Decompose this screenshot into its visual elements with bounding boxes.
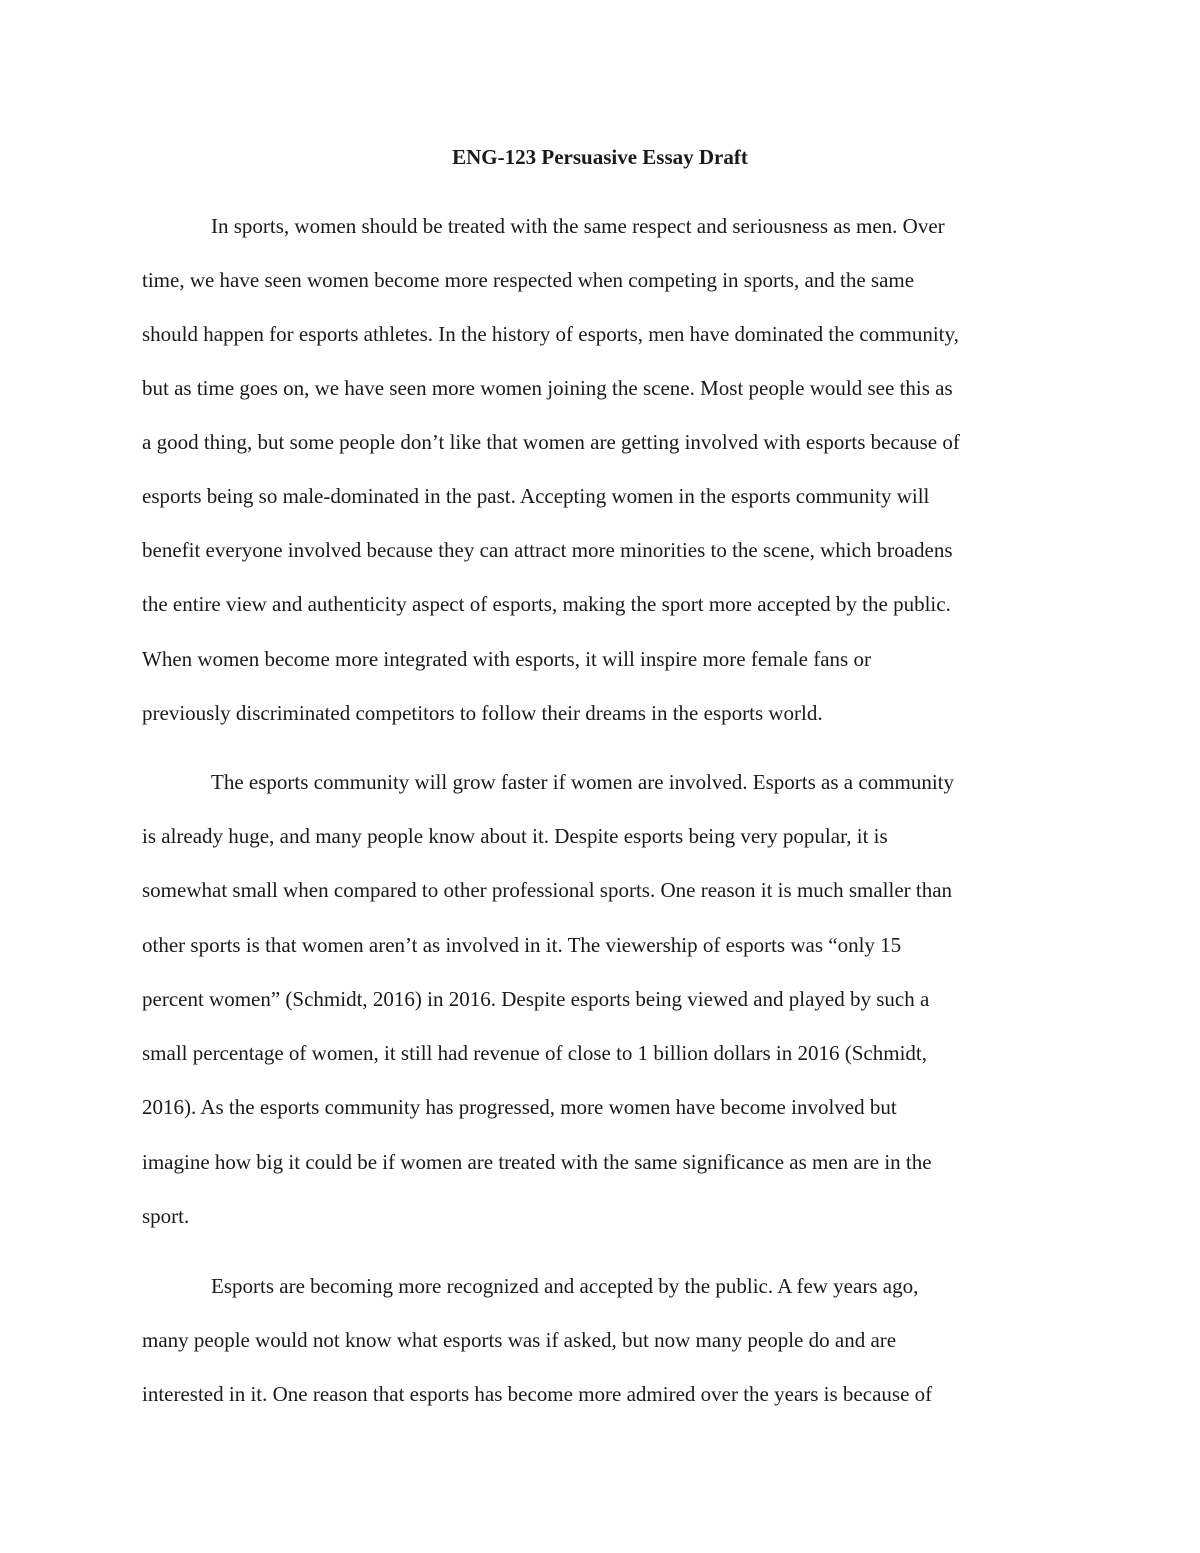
text-line: 2016). As the esports community has progressed, more women have become involved but [142, 1095, 897, 1119]
text-line: benefit everyone involved because they can attract more minorities to the scene, which broadens [142, 538, 953, 562]
text-line: Esports are becoming more recognized and accepted by the public. A few years ago, [211, 1274, 919, 1298]
text-line: should happen for esports athletes. In the history of esports, men have dominated the community, [142, 322, 959, 346]
text-line: esports being so male-dominated in the past. Accepting women in the esports community will [142, 484, 930, 508]
text-line: somewhat small when compared to other professional sports. One reason it is much smaller than [142, 878, 953, 902]
text-line: but as time goes on, we have seen more women joining the scene. Most people would see this as [142, 376, 953, 400]
text-line: percent women” (Schmidt, 2016) in 2016. Despite esports being viewed and played by such a [142, 987, 930, 1011]
text-line: small percentage of women, it still had revenue of close to 1 billion dollars in 2016 (Schmidt, [142, 1041, 927, 1065]
text-line: the entire view and authenticity aspect of esports, making the sport more accepted by the public. [142, 592, 951, 616]
text-line: many people would not know what esports was if asked, but now many people do and are [142, 1328, 897, 1352]
text-line: When women become more integrated with esports, it will inspire more female fans or [142, 647, 871, 671]
essay-title: ENG-123 Persuasive Essay Draft [452, 145, 748, 169]
text-line: time, we have seen women become more respected when competing in sports, and the same [142, 268, 915, 292]
text-line: sport. [142, 1204, 190, 1228]
text-line: In sports, women should be treated with the same respect and seriousness as men. Over [211, 214, 945, 238]
text-line: is already huge, and many people know about it. Despite esports being very popular, it is [142, 824, 888, 848]
text-line: previously discriminated competitors to follow their dreams in the esports world. [142, 701, 823, 725]
text-line: other sports is that women aren’t as involved in it. The viewership of esports was “only 15 [142, 933, 902, 957]
text-line: interested in it. One reason that esports has become more admired over the years is because of [142, 1382, 933, 1406]
text-line: The esports community will grow faster if women are involved. Esports as a community [211, 770, 955, 794]
text-line: a good thing, but some people don’t like that women are getting involved with esports because of [142, 430, 960, 454]
text-line: imagine how big it could be if women are treated with the same significance as men are in the [142, 1150, 932, 1174]
